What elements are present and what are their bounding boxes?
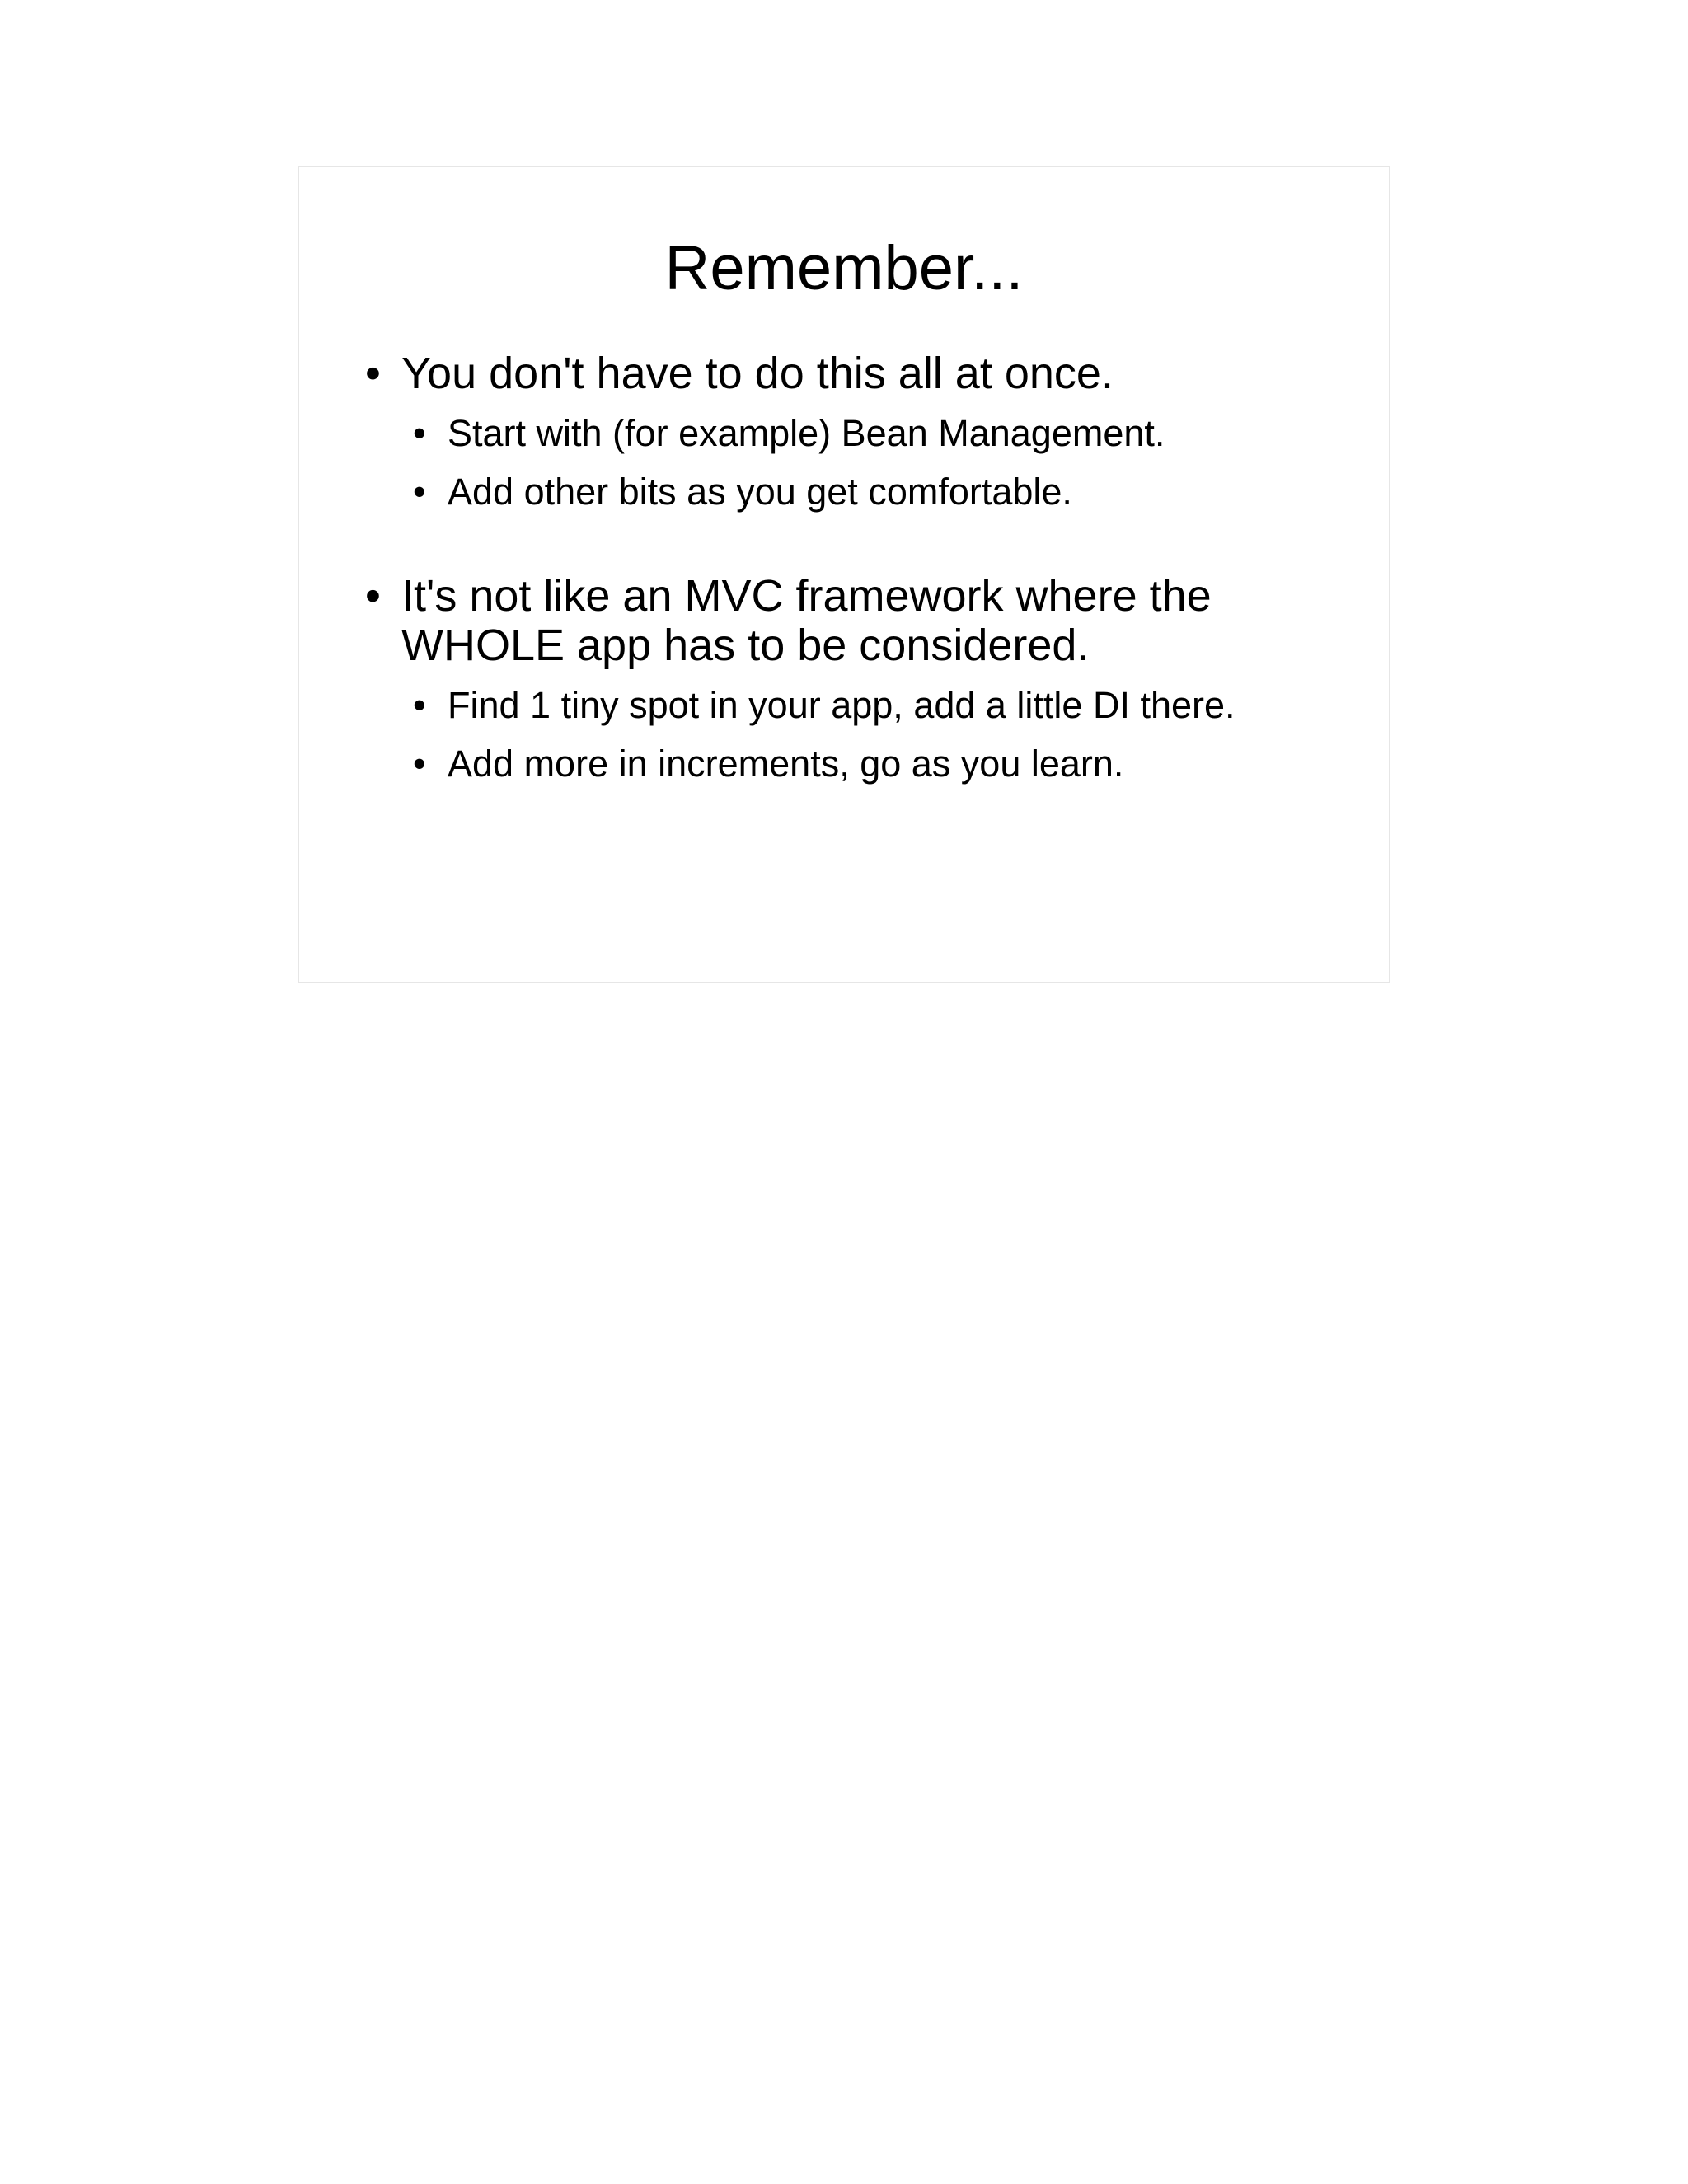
bullet-list: [360, 349, 1333, 787]
slide: [298, 166, 1390, 983]
sub-bullet-text: Find 1 tiny spot in your app, add a little DI there.: [448, 684, 1236, 726]
sub-bullet-list: [401, 682, 1333, 787]
slide-title: Remember...: [664, 233, 1024, 303]
sub-bullet-point: [401, 741, 1333, 787]
bullet-icon: •: [365, 571, 381, 621]
sub-bullet-point: [401, 469, 1333, 515]
bullet-text: You don't have to do this all at once.: [401, 349, 1114, 398]
bullet-point: [360, 349, 1333, 515]
bullet-point: [360, 571, 1333, 787]
sub-bullet-text: Start with (for example) Bean Management.: [448, 412, 1165, 454]
sub-bullet-point: [401, 410, 1333, 457]
bullet-icon: •: [365, 349, 381, 398]
sub-bullet-text: Add other bits as you get comfortable.: [448, 471, 1072, 513]
sub-bullet-text: Add more in increments, go as you learn.: [448, 743, 1124, 785]
bullet-icon: •: [413, 412, 426, 454]
bullet-icon: •: [413, 684, 426, 726]
bullet-text: It's not like an MVC framework where the WHOLE app has to be considered.: [401, 571, 1212, 670]
bullet-icon: •: [413, 743, 426, 785]
sub-bullet-point: [401, 682, 1333, 729]
bullet-icon: •: [413, 471, 426, 513]
sub-bullet-list: [401, 410, 1333, 515]
